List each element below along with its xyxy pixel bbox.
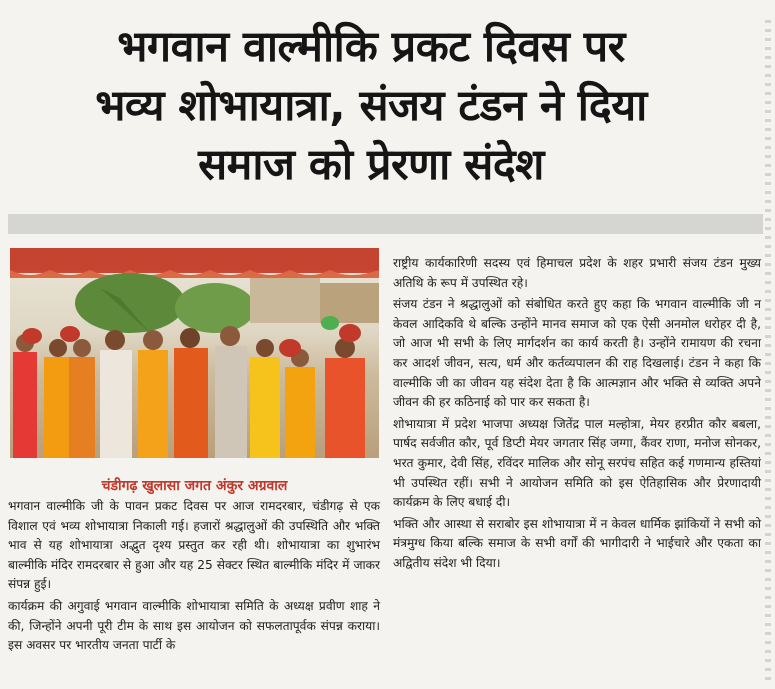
paragraph: भक्ति और आस्था से सराबोर इस शोभायात्रा में न केवल धार्मिक झांकियों ने सभी को मंत्रमुग्ध किया बल्कि समाज के सभी वर्गों की भागीदारी ने भाईचारे और एकता का अद्वितीय संदेश भी दिया।	[393, 516, 761, 570]
paragraph: संजय टंडन ने श्रद्धालुओं को संबोधित करते हुए कहा कि भगवान वाल्मीकि जी न केवल आदिकवि थे बल्कि उन्होंने मानव समाज को एक ऐसी अनमोल धरोहर दी है, जो आज भी सभी के लिए मार्गदर्शन का कार्य करती है। उन्होंने रामायण की रचना कर आदर्श जीवन, सत्य, धर्म और कर्तव्यपालन की राह दिखलाई। टंडन ने कहा कि वाल्मीकि जी का जीवन यह संदेश देता है कि आत्मज्ञान और भक्ति से व्यक्ति अपने जीवन की हर कठिनाई को पार कर सकता है।	[393, 297, 761, 410]
headline	[0, 18, 742, 195]
paragraph: कार्यक्रम की अगुवाई भगवान वाल्मीकि शोभायात्रा समिति के अध्यक्ष प्रवीण शाह ने की, जिन्होंने अपनी पूरी टीम के साथ इस आयोजन को सफलतापूर्वक संपन्न कराया। इस अवसर पर भारतीय जनता पार्टी के	[8, 598, 380, 653]
procession-photo-illustration	[10, 248, 379, 458]
margin-dots	[765, 20, 771, 680]
headline-line-1: भगवान वाल्मीकि प्रकट दिवस पर	[117, 22, 625, 72]
paragraph: भगवान वाल्मीकि जी के पावन प्रकट दिवस पर आज रामदरबार, चंडीगढ़ से एक विशाल एवं भव्य शोभायात्रा निकाली गई। हजारों श्रद्धालुओं की उपस्थिति और भक्ति भाव से यह शोभायात्रा अद्भुत दृश्य प्रस्तुत कर रही थी। शोभायात्रा का शुभारंभ बाल्मीकि मंदिर रामदरबार से हुआ और यह 25 सेक्टर स्थित बाल्मीकि मंदिर में जाकर संपन्न हुई।	[8, 499, 380, 592]
headline-line-2: भव्य शोभायात्रा, संजय टंडन ने दिया	[95, 81, 647, 131]
paragraph: राष्ट्रीय कार्यकारिणी सदस्य एवं हिमाचल प्रदेश के शहर प्रभारी संजय टंडन मुख्य अतिथि के रूप में उपस्थित रहे।	[393, 256, 761, 290]
article-column-left	[8, 497, 380, 658]
paragraph: शोभायात्रा में प्रदेश भाजपा अध्यक्ष जितेंद्र पाल मल्होत्रा, मेयर हरप्रीत कौर बबला, पार्षद सर्वजीत कौर, पूर्व डिप्टी मेयर जगतार सिंह जग्गा, कैंवर राणा, मनोज सोनकर, भरत कुमार, देवी सिंह, रविंदर मालिक और सोनू सरपंच सहित कई गणमान्य हस्तियां भी उपस्थित रहीं। सभी ने आयोजन समिति को इस ऐतिहासिक और प्रेरणादायी कार्यक्रम के लिए बधाई दी।	[393, 416, 761, 510]
section-rule	[8, 214, 763, 234]
article-column-right	[393, 254, 761, 576]
headline-line-3: समाज को प्रेरणा संदेश	[198, 140, 544, 190]
article-photo	[10, 248, 379, 458]
byline: चंडीगढ़ खुलासा जगत अंकुर अग्रवाल	[101, 478, 288, 494]
